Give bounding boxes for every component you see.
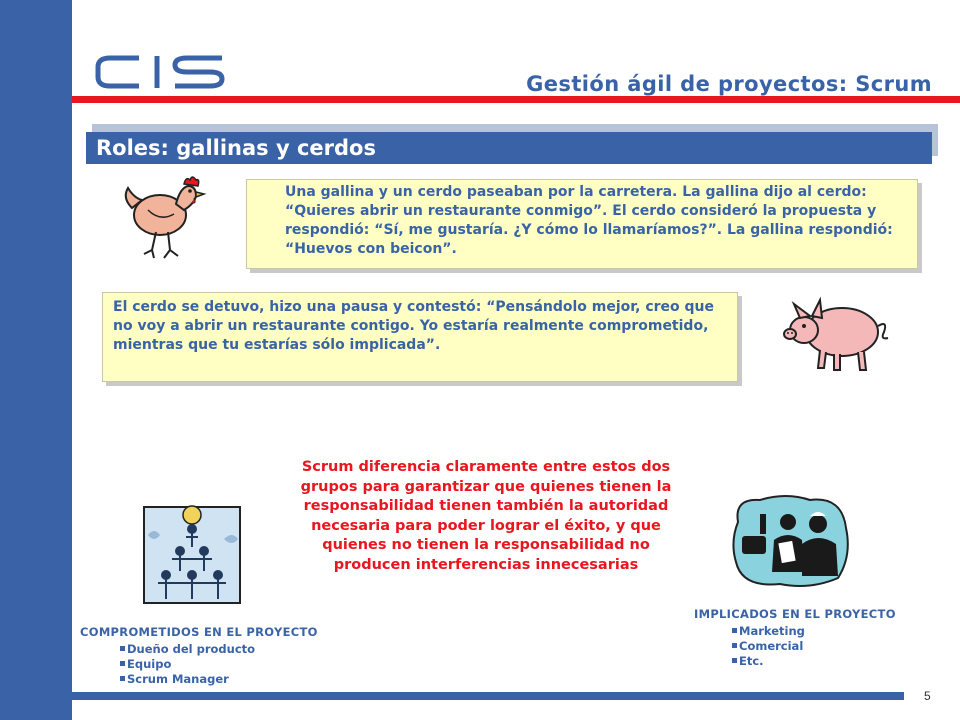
list-item	[80, 672, 318, 687]
cis-logo	[94, 52, 226, 92]
pig-icon	[780, 290, 894, 376]
left-brand-bar	[0, 0, 72, 720]
bullet-icon	[120, 676, 125, 681]
chicken-icon	[118, 170, 210, 265]
committed-heading: COMPROMETIDOS EN EL PROYECTO	[80, 625, 318, 639]
list-item	[694, 624, 896, 639]
chicken-story-text: Una gallina y un cerdo paseaban por la carretera. La gallina dijo al cerdo: “Quieres abrir un restaurante conmigo”. El cerdo consideró la propuesta y respondió: “Sí, me gustaría. ¿Y cómo lo llamaríamos?”. La gallina respondió: “Huevos con beicon”.	[285, 184, 893, 257]
bullet-icon	[732, 643, 737, 648]
bullet-icon	[732, 628, 737, 633]
list-item-label: Comercial	[739, 639, 804, 653]
list-item-label: Equipo	[127, 657, 172, 671]
list-item	[80, 657, 318, 672]
list-item-label: Etc.	[739, 654, 764, 668]
involved-list	[694, 624, 896, 669]
committed-list	[80, 642, 318, 687]
committed-group	[80, 625, 318, 687]
involved-heading: IMPLICADOS EN EL PROYECTO	[694, 607, 896, 621]
pig-story-text: El cerdo se detuvo, hizo una pausa y contestó: “Pensándolo mejor, creo que no voy a abrir un restaurante contigo. Yo estaría realmente comprometido, mientras que tu estarías sólo implicada”.	[113, 299, 715, 353]
list-item-label: Scrum Manager	[127, 672, 229, 686]
page-number: 5	[924, 689, 931, 703]
footer-blue-rule	[72, 692, 904, 700]
list-item	[80, 642, 318, 657]
list-item	[694, 639, 896, 654]
list-item-label: Marketing	[739, 624, 805, 638]
acrobats-icon	[142, 505, 242, 605]
presentation-subtitle: Gestión ágil de proyectos: Scrum	[526, 72, 932, 96]
slide-title: Roles: gallinas y cerdos	[86, 132, 932, 164]
bullet-icon	[120, 661, 125, 666]
workers-icon	[730, 492, 850, 592]
scrum-conclusion: Scrum diferencia claramente entre estos dos grupos para garantizar que quienes tienen la responsabilidad tienen también la autoridad necesaria para poder lograr el éxito, y que quienes no tienen la responsabilidad no producen interferencias innecesarias	[300, 459, 672, 573]
bullet-icon	[120, 646, 125, 651]
list-item	[694, 654, 896, 669]
chicken-story-note	[246, 179, 918, 269]
bullet-icon	[732, 658, 737, 663]
list-item-label: Dueño del producto	[127, 642, 256, 656]
header-red-rule	[72, 96, 960, 103]
involved-group	[694, 607, 896, 669]
pig-story-note	[102, 292, 738, 382]
